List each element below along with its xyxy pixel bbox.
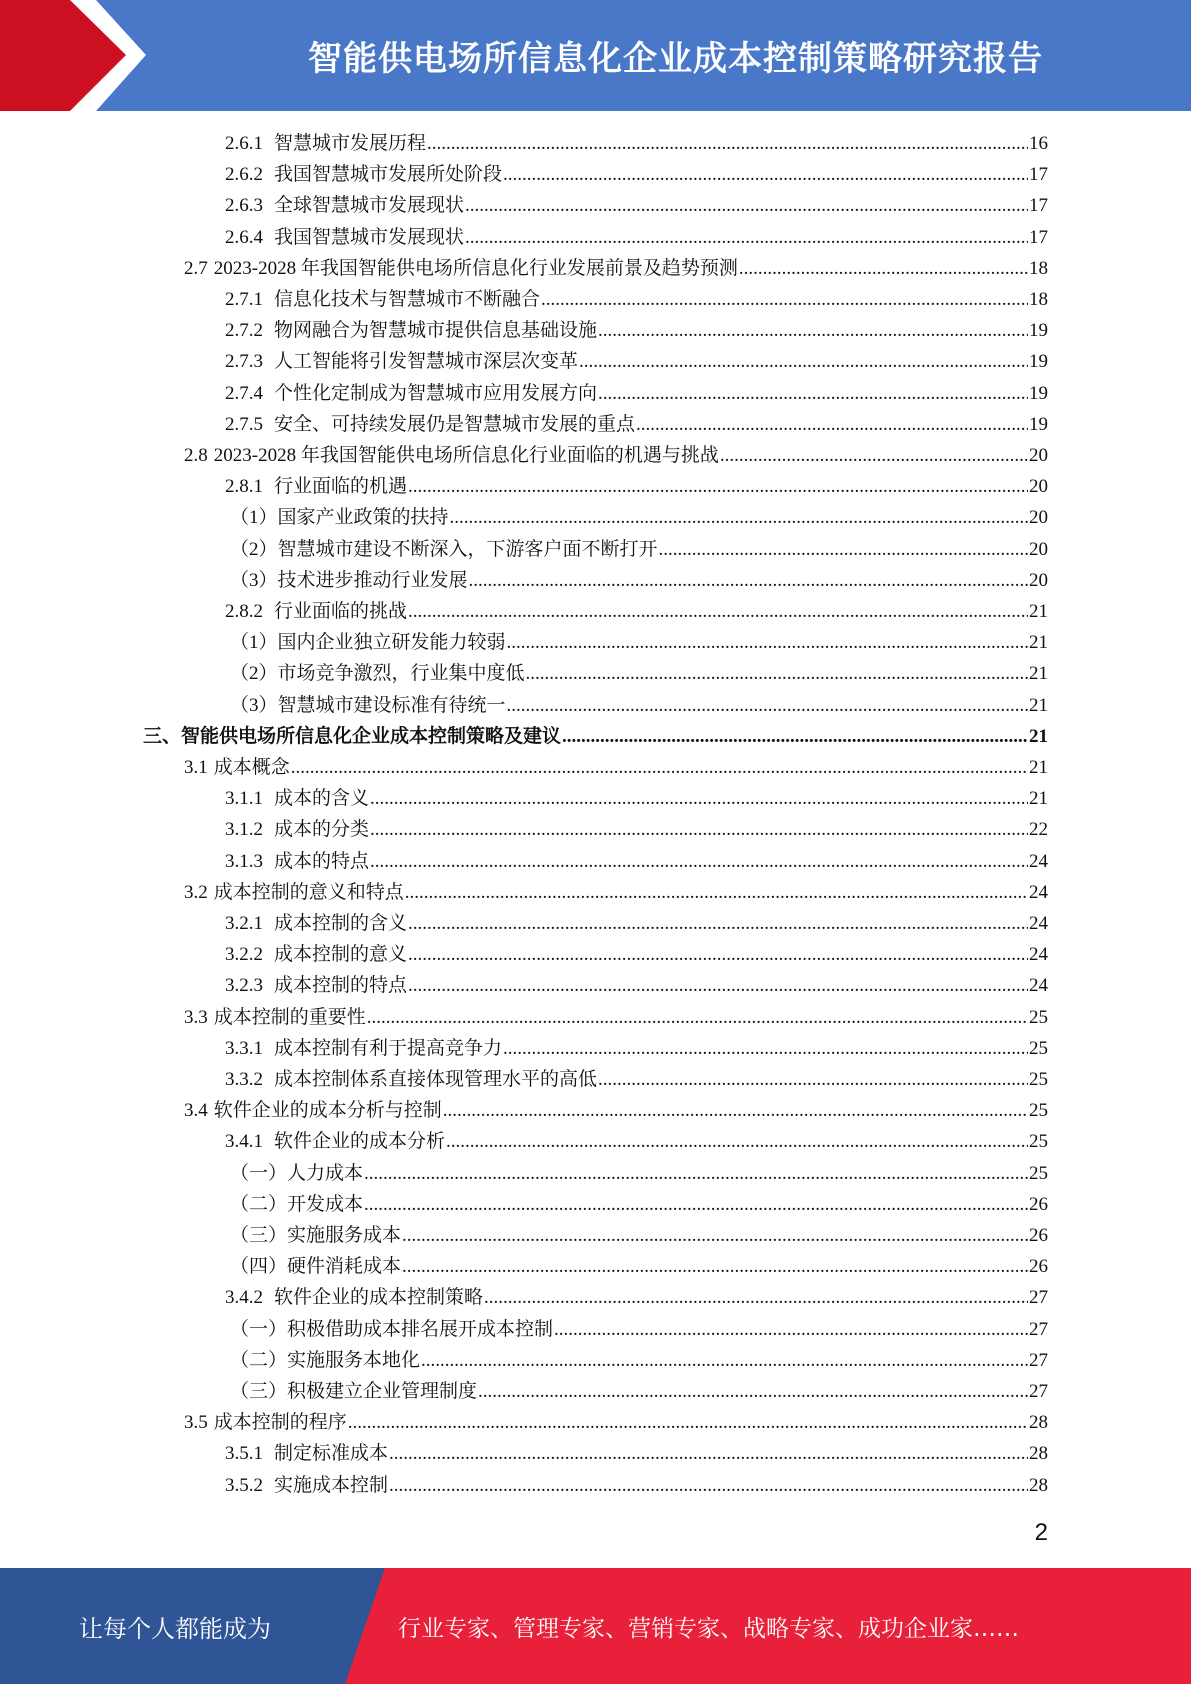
toc-entry-number: 3.3 xyxy=(184,1007,208,1028)
page-number: 2 xyxy=(1034,1519,1048,1546)
toc-dot-leader xyxy=(484,1282,1028,1313)
toc-dot-leader xyxy=(450,502,1028,533)
toc-dot-leader xyxy=(427,128,1028,159)
toc-entry-title: （三）积极建立企业管理制度 xyxy=(230,1381,478,1402)
toc-entry-title: （1）国内企业独立研发能力较弱 xyxy=(230,632,506,653)
toc-entry-page: 26 xyxy=(1029,1225,1048,1246)
toc-entry[interactable] xyxy=(184,1407,1048,1438)
toc-entry-page: 19 xyxy=(1029,320,1048,341)
toc-dot-leader xyxy=(636,409,1028,440)
toc-entry-page: 24 xyxy=(1029,913,1048,934)
toc-entry-number: 3.2 xyxy=(184,882,208,903)
toc-entry[interactable] xyxy=(184,440,1048,471)
toc-entry-number: 3.5.1 xyxy=(225,1443,263,1464)
toc-entry-title: 软件企业的成本控制策略 xyxy=(274,1287,484,1308)
toc-entry-title: 成本控制的意义和特点 xyxy=(213,882,404,903)
toc-entry-title: 成本控制的含义 xyxy=(274,913,408,934)
toc-entry[interactable] xyxy=(225,783,1048,814)
toc-entry-number: 3.4 xyxy=(184,1100,208,1121)
toc-entry[interactable] xyxy=(230,1189,1048,1220)
toc-entry[interactable] xyxy=(230,1376,1048,1407)
toc-entry[interactable] xyxy=(225,908,1048,939)
toc-dot-leader xyxy=(554,1314,1028,1345)
toc-dot-leader xyxy=(562,721,1028,752)
toc-entry-page: 20 xyxy=(1029,539,1048,560)
toc-entry-number: 2.7.5 xyxy=(225,414,263,435)
toc-entry-title: 成本控制有利于提高竞争力 xyxy=(274,1038,503,1059)
toc-dot-leader xyxy=(364,1189,1028,1220)
toc-entry[interactable] xyxy=(225,1438,1048,1469)
toc-dot-leader xyxy=(405,877,1028,908)
toc-entry[interactable] xyxy=(225,939,1048,970)
toc-entry-number: 3.1.3 xyxy=(225,851,263,872)
toc-entry-page: 28 xyxy=(1029,1475,1048,1496)
toc-dot-leader xyxy=(720,440,1028,471)
toc-entry-title: （一）积极借助成本排名展开成本控制 xyxy=(230,1319,554,1340)
toc-entry-page: 26 xyxy=(1029,1194,1048,1215)
toc-dot-leader xyxy=(408,939,1028,970)
toc-dot-leader xyxy=(465,190,1028,221)
toc-entry-title: （二）实施服务本地化 xyxy=(230,1350,421,1371)
toc-entry-page: 27 xyxy=(1029,1287,1048,1308)
toc-entry[interactable] xyxy=(230,534,1048,565)
toc-entry-page: 17 xyxy=(1029,164,1048,185)
toc-entry-page: 24 xyxy=(1029,851,1048,872)
toc-entry-page: 21 xyxy=(1029,726,1048,747)
toc-entry-number: 2.7.4 xyxy=(225,383,263,404)
toc-entry[interactable] xyxy=(143,721,1048,752)
toc-dot-leader xyxy=(402,1251,1028,1282)
toc-entry-page: 21 xyxy=(1029,757,1048,778)
toc-entry[interactable] xyxy=(230,1220,1048,1251)
toc-entry-title: 全球智慧城市发展现状 xyxy=(274,195,465,216)
toc-entry-title: 成本的分类 xyxy=(274,819,370,840)
toc-entry[interactable] xyxy=(230,690,1048,721)
toc-entry-title: （3）技术进步推动行业发展 xyxy=(230,570,468,591)
toc-entry[interactable] xyxy=(184,253,1048,284)
toc-dot-leader xyxy=(389,1470,1028,1501)
toc-dot-leader xyxy=(739,253,1028,284)
toc-entry[interactable] xyxy=(225,190,1048,221)
toc-entry[interactable] xyxy=(225,159,1048,190)
toc-entry-title: 2023-2028 年我国智能供电场所信息化行业发展前景及趋势预测 xyxy=(213,258,738,279)
toc-entry[interactable] xyxy=(184,1095,1048,1126)
toc-entry-title: 成本控制的程序 xyxy=(213,1412,347,1433)
toc-entry-title: 软件企业的成本分析与控制 xyxy=(213,1100,442,1121)
toc-entry-page: 18 xyxy=(1029,289,1048,310)
toc-entry[interactable] xyxy=(184,877,1048,908)
toc-entry[interactable] xyxy=(225,1064,1048,1095)
toc-entry-page: 19 xyxy=(1029,383,1048,404)
toc-entry[interactable] xyxy=(225,1282,1048,1313)
toc-entry[interactable] xyxy=(225,222,1048,253)
toc-entry-title: 成本的特点 xyxy=(274,851,370,872)
toc-dot-leader xyxy=(446,1126,1028,1157)
toc-entry-page: 24 xyxy=(1029,944,1048,965)
toc-entry-title: 信息化技术与智慧城市不断融合 xyxy=(274,289,541,310)
toc-entry[interactable] xyxy=(225,409,1048,440)
toc-dot-leader xyxy=(291,752,1028,783)
toc-entry-number: 3.2.2 xyxy=(225,944,263,965)
toc-entry-title: 物网融合为智慧城市提供信息基础设施 xyxy=(274,320,598,341)
toc-dot-leader xyxy=(370,846,1028,877)
footer-slogan: 让每个人都能成为 xyxy=(79,1614,271,1643)
toc-entry-title: 制定标准成本 xyxy=(274,1443,389,1464)
toc-entry[interactable] xyxy=(230,1158,1048,1189)
toc-entry-title: 我国智慧城市发展所处阶段 xyxy=(274,164,503,185)
toc-entry-page: 21 xyxy=(1029,601,1048,622)
toc-dot-leader xyxy=(367,1002,1028,1033)
toc-entry-number: 2.8 xyxy=(184,445,208,466)
toc-entry-page: 20 xyxy=(1029,476,1048,497)
toc-dot-leader xyxy=(408,908,1028,939)
toc-entry-page: 25 xyxy=(1029,1069,1048,1090)
toc-entry-page: 21 xyxy=(1029,788,1048,809)
toc-dot-leader xyxy=(421,1345,1028,1376)
toc-entry-title: （一）人力成本 xyxy=(230,1163,364,1184)
toc-entry-number: 2.6.1 xyxy=(225,133,263,154)
toc-entry-title: 成本控制的特点 xyxy=(274,975,408,996)
toc-entry[interactable] xyxy=(225,315,1048,346)
toc-entry-title: （1）国家产业政策的扶持 xyxy=(230,507,449,528)
toc-entry-title: 成本概念 xyxy=(213,757,290,778)
toc-dot-leader xyxy=(478,1376,1028,1407)
toc-entry-page: 24 xyxy=(1029,882,1048,903)
toc-dot-leader xyxy=(370,814,1028,845)
toc-entry-number: 3.5.2 xyxy=(225,1475,263,1496)
toc-entry-page: 28 xyxy=(1029,1443,1048,1464)
toc-entry-title: 智慧城市发展历程 xyxy=(274,133,427,154)
toc-entry-page: 28 xyxy=(1029,1412,1048,1433)
toc-entry-page: 17 xyxy=(1029,195,1048,216)
toc-dot-leader xyxy=(469,565,1028,596)
toc-entry-page: 19 xyxy=(1029,414,1048,435)
toc-entry[interactable] xyxy=(230,565,1048,596)
toc-entry-number: 2.7.2 xyxy=(225,320,263,341)
toc-entry-title: 成本的含义 xyxy=(274,788,370,809)
toc-entry-title: （2）市场竞争激烈，行业集中度低 xyxy=(230,663,525,684)
toc-dot-leader xyxy=(503,1033,1028,1064)
toc-dot-leader xyxy=(465,222,1028,253)
toc-dot-leader xyxy=(503,159,1028,190)
toc-entry[interactable] xyxy=(230,1345,1048,1376)
toc-entry-page: 26 xyxy=(1029,1256,1048,1277)
toc-entry[interactable] xyxy=(225,128,1048,159)
toc-entry-title: （三）实施服务成本 xyxy=(230,1225,402,1246)
toc-entry-number: 3.2.1 xyxy=(225,913,263,934)
toc-entry-title: 成本控制的重要性 xyxy=(213,1007,366,1028)
page-header xyxy=(0,0,1191,111)
toc-entry-number: 2.8.1 xyxy=(225,476,263,497)
toc-entry-number: 3.2.3 xyxy=(225,975,263,996)
toc-entry[interactable] xyxy=(225,814,1048,845)
toc-dot-leader xyxy=(364,1158,1028,1189)
toc-entry-number: 2.6.4 xyxy=(225,227,263,248)
toc-entry-page: 20 xyxy=(1029,570,1048,591)
toc-entry-title: 成本控制的意义 xyxy=(274,944,408,965)
toc-entry-number: 3.3.1 xyxy=(225,1038,263,1059)
toc-dot-leader xyxy=(370,783,1028,814)
toc-entry-title: 成本控制体系直接体现管理水平的高低 xyxy=(274,1069,598,1090)
toc-entry-page: 21 xyxy=(1029,663,1048,684)
toc-entry-page: 18 xyxy=(1029,258,1048,279)
toc-entry-title: （2）智慧城市建设不断深入，下游客户面不断打开 xyxy=(230,539,658,560)
toc-entry-page: 16 xyxy=(1029,133,1048,154)
toc-dot-leader xyxy=(408,970,1028,1001)
toc-entry-page: 17 xyxy=(1029,227,1048,248)
toc-entry-number: 2.8.2 xyxy=(225,601,263,622)
toc-entry[interactable] xyxy=(225,346,1048,377)
report-title: 智能供电场所信息化企业成本控制策略研究报告 xyxy=(308,39,1043,79)
toc-entry-page: 25 xyxy=(1029,1100,1048,1121)
toc-entry-page: 21 xyxy=(1029,695,1048,716)
toc-entry-title: （四）硬件消耗成本 xyxy=(230,1256,402,1277)
toc-entry-page: 27 xyxy=(1029,1350,1048,1371)
toc-dot-leader xyxy=(389,1438,1028,1469)
toc-dot-leader xyxy=(526,658,1028,689)
toc-entry-number: 3.4.2 xyxy=(225,1287,263,1308)
toc-entry-number: 2.7.3 xyxy=(225,351,263,372)
toc-entry-title: （二）开发成本 xyxy=(230,1194,364,1215)
toc-entry-page: 27 xyxy=(1029,1381,1048,1402)
toc-entry-number: 3.1.2 xyxy=(225,819,263,840)
toc-entry[interactable] xyxy=(225,378,1048,409)
toc-entry-title: 行业面临的挑战 xyxy=(274,601,408,622)
toc-entry-number: 3.4.1 xyxy=(225,1131,263,1152)
toc-entry-number: 3.1 xyxy=(184,757,208,778)
toc-entry[interactable] xyxy=(225,1033,1048,1064)
toc-entry[interactable] xyxy=(225,1126,1048,1157)
toc-entry-number: 2.7.1 xyxy=(225,289,263,310)
toc-entry[interactable] xyxy=(225,471,1048,502)
toc-entry-number: 3.5 xyxy=(184,1412,208,1433)
toc-dot-leader xyxy=(402,1220,1028,1251)
toc-entry[interactable] xyxy=(230,658,1048,689)
toc-entry-page: 25 xyxy=(1029,1038,1048,1059)
toc-entry-page: 25 xyxy=(1029,1007,1048,1028)
toc-entry-page: 21 xyxy=(1029,632,1048,653)
toc-entry-title: （3）智慧城市建设标准有待统一 xyxy=(230,695,506,716)
toc-entry[interactable] xyxy=(230,1251,1048,1282)
page-footer xyxy=(0,1568,1191,1684)
toc-entry[interactable] xyxy=(225,1470,1048,1501)
toc-dot-leader xyxy=(659,534,1028,565)
toc-entry[interactable] xyxy=(230,627,1048,658)
toc-entry-title: 软件企业的成本分析 xyxy=(274,1131,446,1152)
toc-dot-leader xyxy=(579,346,1028,377)
toc-entry-page: 27 xyxy=(1029,1319,1048,1340)
toc-dot-leader xyxy=(408,471,1028,502)
toc-entry[interactable] xyxy=(184,1002,1048,1033)
toc-entry-title: 人工智能将引发智慧城市深层次变革 xyxy=(274,351,579,372)
toc-entry-title: 我国智慧城市发展现状 xyxy=(274,227,465,248)
toc-entry-page: 24 xyxy=(1029,975,1048,996)
toc-entry-number: 3.3.2 xyxy=(225,1069,263,1090)
toc-entry-number: 2.6.2 xyxy=(225,164,263,185)
footer-roles: 行业专家、管理专家、营销专家、战略专家、成功企业家…… xyxy=(398,1615,1019,1642)
toc-entry[interactable] xyxy=(225,970,1048,1001)
toc-dot-leader xyxy=(598,378,1028,409)
toc-dot-leader xyxy=(443,1095,1028,1126)
toc-dot-leader xyxy=(408,596,1028,627)
toc-dot-leader xyxy=(598,1064,1028,1095)
toc-entry-page: 25 xyxy=(1029,1131,1048,1152)
toc-entry-title: 2023-2028 年我国智能供电场所信息化行业面临的机遇与挑战 xyxy=(213,445,719,466)
toc-dot-leader xyxy=(507,627,1028,658)
toc-entry-title: 行业面临的机遇 xyxy=(274,476,408,497)
toc-entry-number: 2.7 xyxy=(184,258,208,279)
toc-entry-page: 25 xyxy=(1029,1163,1048,1184)
toc-entry-title: 个性化定制成为智慧城市应用发展方向 xyxy=(274,383,598,404)
toc-entry-page: 20 xyxy=(1029,445,1048,466)
toc-entry[interactable] xyxy=(225,284,1048,315)
toc-dot-leader xyxy=(541,284,1028,315)
toc-entry-page: 22 xyxy=(1029,819,1048,840)
toc-entry-title: 三、智能供电场所信息化企业成本控制策略及建议 xyxy=(143,726,562,747)
toc-entry[interactable] xyxy=(184,752,1048,783)
toc-entry[interactable] xyxy=(225,846,1048,877)
toc-dot-leader xyxy=(598,315,1028,346)
toc-entry-number: 3.1.1 xyxy=(225,788,263,809)
toc-dot-leader xyxy=(348,1407,1028,1438)
toc-entry-page: 19 xyxy=(1029,351,1048,372)
toc-entry-title: 实施成本控制 xyxy=(274,1475,389,1496)
toc-entry-page: 20 xyxy=(1029,507,1048,528)
toc-entry-title: 安全、可持续发展仍是智慧城市发展的重点 xyxy=(274,414,636,435)
toc-entry-number: 2.6.3 xyxy=(225,195,263,216)
toc-dot-leader xyxy=(507,690,1028,721)
toc-entry[interactable] xyxy=(230,502,1048,533)
toc-entry[interactable] xyxy=(225,596,1048,627)
toc-entry[interactable] xyxy=(230,1314,1048,1345)
